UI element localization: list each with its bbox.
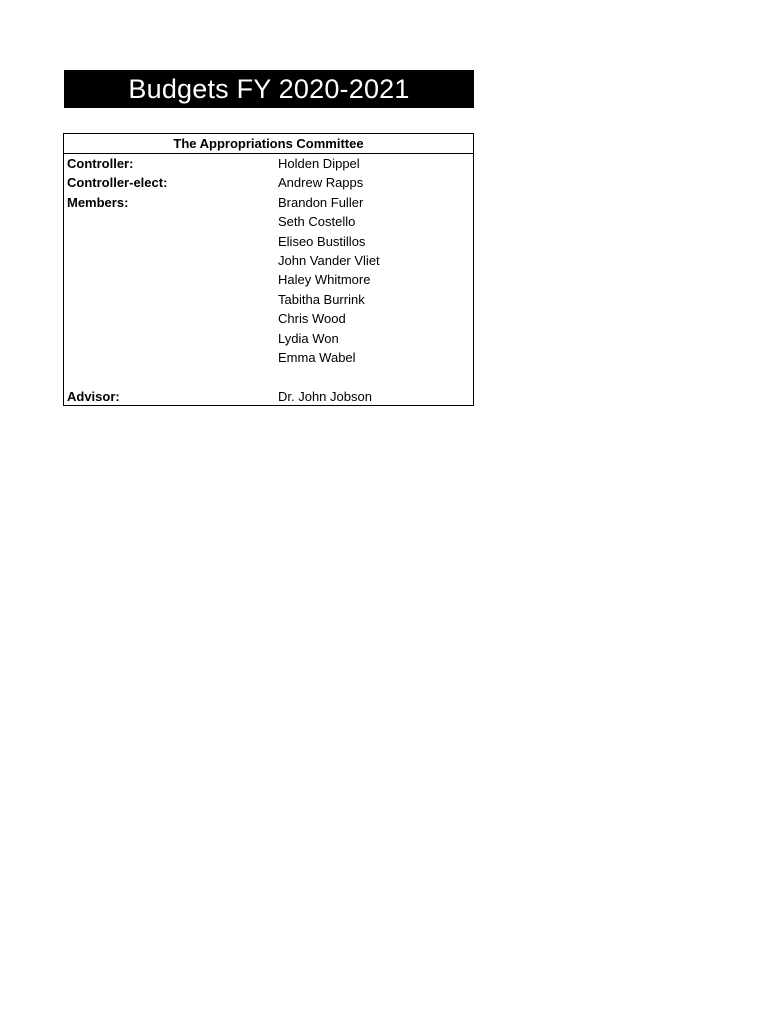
page-title: Budgets FY 2020-2021 (64, 70, 474, 108)
member-name: Holden Dippel (278, 156, 360, 171)
committee-table (63, 133, 474, 406)
committee-rows (64, 154, 473, 406)
role-label: Controller-elect: (67, 175, 168, 191)
role-label (64, 270, 278, 289)
member-name: Seth Costello (278, 214, 356, 230)
table-row (64, 251, 473, 270)
member-name: Emma Wabel (278, 349, 356, 365)
table-row (64, 290, 473, 309)
member-name: John Vander Vliet (278, 252, 380, 268)
member-name: Andrew Rapps (278, 175, 364, 191)
table-row (64, 270, 473, 289)
table-row (64, 173, 473, 192)
table-row (64, 387, 473, 406)
member-name: Brandon Fuller (278, 194, 364, 210)
role-label (64, 212, 278, 231)
role-label: Controller: (67, 156, 134, 171)
role-label (64, 329, 278, 348)
member-name: Chris Wood (278, 311, 346, 327)
table-row (64, 309, 473, 328)
table-row (64, 367, 473, 386)
member-name: Dr. John Jobson (278, 388, 372, 404)
role-label (64, 367, 278, 386)
role-label (64, 232, 278, 251)
member-name: Eliseo Bustillos (278, 233, 366, 249)
role-label (64, 348, 278, 367)
member-name: Lydia Won (278, 330, 339, 346)
table-row (64, 193, 473, 212)
member-name: Tabitha Burrink (278, 291, 365, 307)
role-label: Advisor: (67, 388, 120, 404)
role-label (64, 290, 278, 309)
role-label (64, 309, 278, 328)
table-row (64, 329, 473, 348)
table-row (64, 212, 473, 231)
table-row (64, 232, 473, 251)
member-name: Haley Whitmore (278, 272, 371, 288)
table-row (64, 348, 473, 367)
table-row (64, 154, 473, 173)
committee-header: The Appropriations Committee (64, 134, 473, 154)
role-label: Members: (67, 194, 129, 210)
role-label (64, 251, 278, 270)
